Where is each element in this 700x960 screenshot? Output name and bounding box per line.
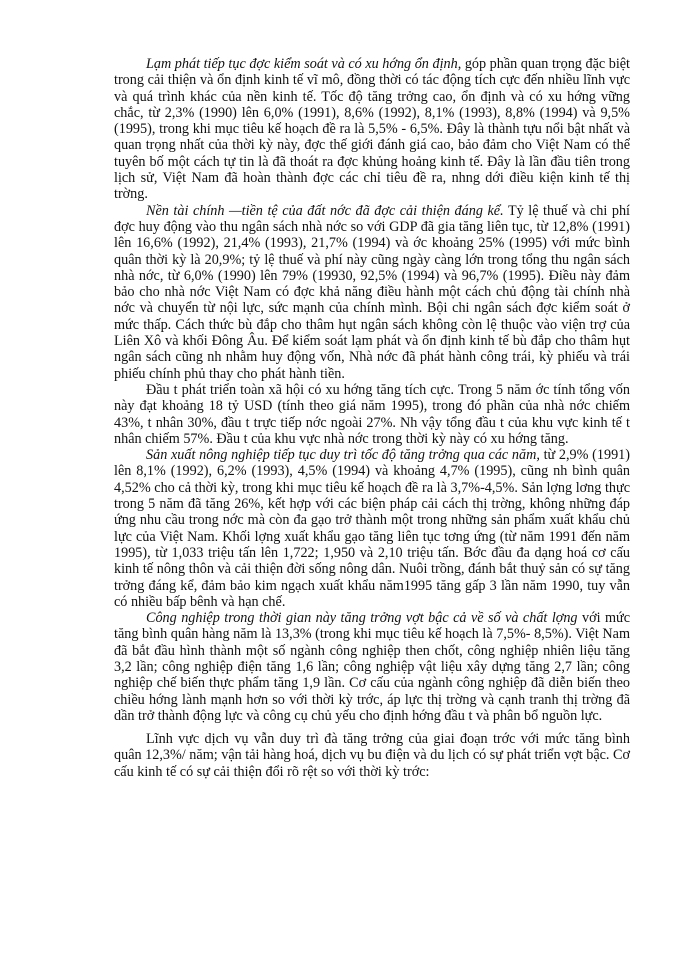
paragraph-industry [114, 610, 630, 724]
paragraph-text: từ 2,9% (1991) lên 8,1% (1992), 6,2% (1993), 4,5% (1994) và khoảng 4,7% (1995), cũng nh bình quân 4,52% cho cả thời kỳ, trong khi mục tiêu kế hoạch đề ra là 3,7%-4,5%. Sản lợng lơng thực trong 5 năm đã tăng 26%, kết hợp với các biện pháp cải cách thị trờng, không những đáp ứng nhu cầu trong nớc mà còn đa gạo trở thành một trong những sản phẩm xuất khẩu chủ lực của Việt Nam. Khối lợng xuất khẩu gạo tăng liên tục tơng ứng (từ năm 1991 đến năm 1995), từ 1,033 triệu tấn lên 1,722; 1,950 và 2,10 triệu tấn. Bớc đầu đa dạng hoá cơ cấu kinh tế nông thôn và cải thiện đời sống nông dân. Nuôi trồng, đánh bắt thuỷ sản có sự tăng trởng đáng kể, đảm bảo kim ngạch xuất khẩu năm1995 tăng gấp 3 lần năm 1990, tuy vẫn có nhiều bấp bênh và hạn chế. [114, 447, 630, 610]
paragraph-lead: Lạm phát tiếp tục đợc kiểm soát và có xu hớng ổn định, [146, 56, 462, 72]
paragraph-investment [114, 382, 630, 447]
paragraph-text: với mức tăng bình quân hàng năm là 13,3% (trong khi mục tiêu kế hoạch là 7,5%- 8,5%). Việt Nam đã bắt đầu hình thành một số ngành công nghiệp then chốt, công nghiệp nhiên liệu tăng 3,2 lần; công nghiệp điện tăng 1,6 lần; công nghiệp vật liệu xây dựng tăng 2,7 lần; công nghiệp chế biến thực phẩm tăng 1,9 lần. Cơ cấu của ngành công nghiệp đã diễn biến theo chiều hớng lành mạnh hơn so với thời kỳ trớc, áp lực thị trờng và cạnh tranh thị trờng đã dần trở thành động lực và công cụ chủ yếu cho định hớng đầu t và phân bổ nguồn lực. [114, 610, 630, 724]
paragraph-finance [114, 203, 630, 382]
paragraph-inflation [114, 56, 630, 203]
paragraph-services [114, 731, 630, 780]
paragraph-lead: Nền tài chính —tiền tệ của đất nớc đã đợc cải thiện đáng kể. [146, 202, 504, 219]
document-page [114, 56, 630, 780]
paragraph-lead: Công nghiệp trong thời gian này tăng trởng vợt bậc cả về số và chất lợng [146, 610, 578, 627]
paragraph-text: Tỷ lệ thuế và chi phí đợc huy động vào thu ngân sách nhà nớc so với GDP đã gia tăng liên tục, từ 12,8% (1991) lên 16,6% (1992), 21,4% (1993), 21,7% (1994) và ớc khoảng 25% (1995) với mức bình quân thời kỳ là 20,9%; tỷ lệ thuế và phí này cũng ngày càng lớn trong tổng thu ngân sách nhà nớc, từ 6,0% (1990) lên 79% (19930, 92,5% (1994) và 96,7% (1995). Điều này đảm bảo cho nhà nớc Việt Nam có đợc khả năng điều hành một cách chủ động tài chính nhà nớc và chuyển từ nội lực, sức mạnh của chính mình. Bội chi ngân sách đợc kiểm soát ở mức thấp. Cách thức bù đắp cho thâm hụt ngân sách không còn lệ thuộc vào viện trợ của Liên Xô và khối Đông Âu. Để kiểm soát lạm phát và ổn định kinh tế bù đắp cho thâm hụt ngân sách cũng nh nhằm huy động vốn, Nhà nớc đã phát hành công trái, kỳ phiếu và trái phiếu chính phủ thay cho phát hành tiền. [114, 202, 630, 382]
paragraph-agriculture [114, 447, 630, 610]
paragraph-text: góp phần quan trọng đặc biệt trong cải thiện và ổn định kinh tế vĩ mô, đồng thời có tác động tích cực đến nhiều lĩnh vực và quá trình khác của nền kinh tế. Tốc độ tăng trởng cao, ổn định và có xu hớng vững chắc, từ 2,3% (1990) lên 6,0% (1991), 8,6% (1992), 8,1% (1993), 8,8% (1994) và 9,5% (1995), trong khi mục tiêu kế hoạch đề ra là 5,5% - 6,5%. Đây là thành tựu nổi bật nhất và quan trọng nhất của thời kỳ này, đợc thế giới đánh giá cao, bảo đảm cho Việt Nam có thể tuyên bố một cách tự tin là đã thoát ra đợc khủng hoảng kinh tế. Đây là lần đầu tiên trong lịch sử, Việt Nam đã hoàn thành đợc các chỉ tiêu đề ra, nhng dới điều kiện kinh tế thị trờng. [114, 56, 630, 203]
paragraph-text: Đầu t phát triển toàn xã hội có xu hớng tăng tích cực. Trong 5 năm ớc tính tổng vốn này đạt khoảng 18 tỷ USD (tính theo giá năm 1995), trong đó phần của nhà nớc chiếm 43%, t nhân 30%, đầu t trực tiếp nớc ngoài 27%. Nh vậy tổng đầu t của khu vực kinh tế t nhân chiếm 57%. Đầu t của khu vực nhà nớc trong thời kỳ này có xu hớng tăng. [114, 381, 630, 447]
paragraph-text: Lĩnh vực dịch vụ vẫn duy trì đà tăng trởng của giai đoạn trớc với mức tăng bình quân 12,3%/ năm; vận tải hàng hoá, dịch vụ bu điện và du lịch có sự phát triển vợt bậc. Cơ cấu kinh tế có sự cải thiện đổi rõ rệt so với thời kỳ trớc: [114, 731, 630, 780]
paragraph-lead: Sản xuất nông nghiệp tiếp tục duy trì tốc độ tăng trởng qua các năm, [146, 447, 540, 464]
